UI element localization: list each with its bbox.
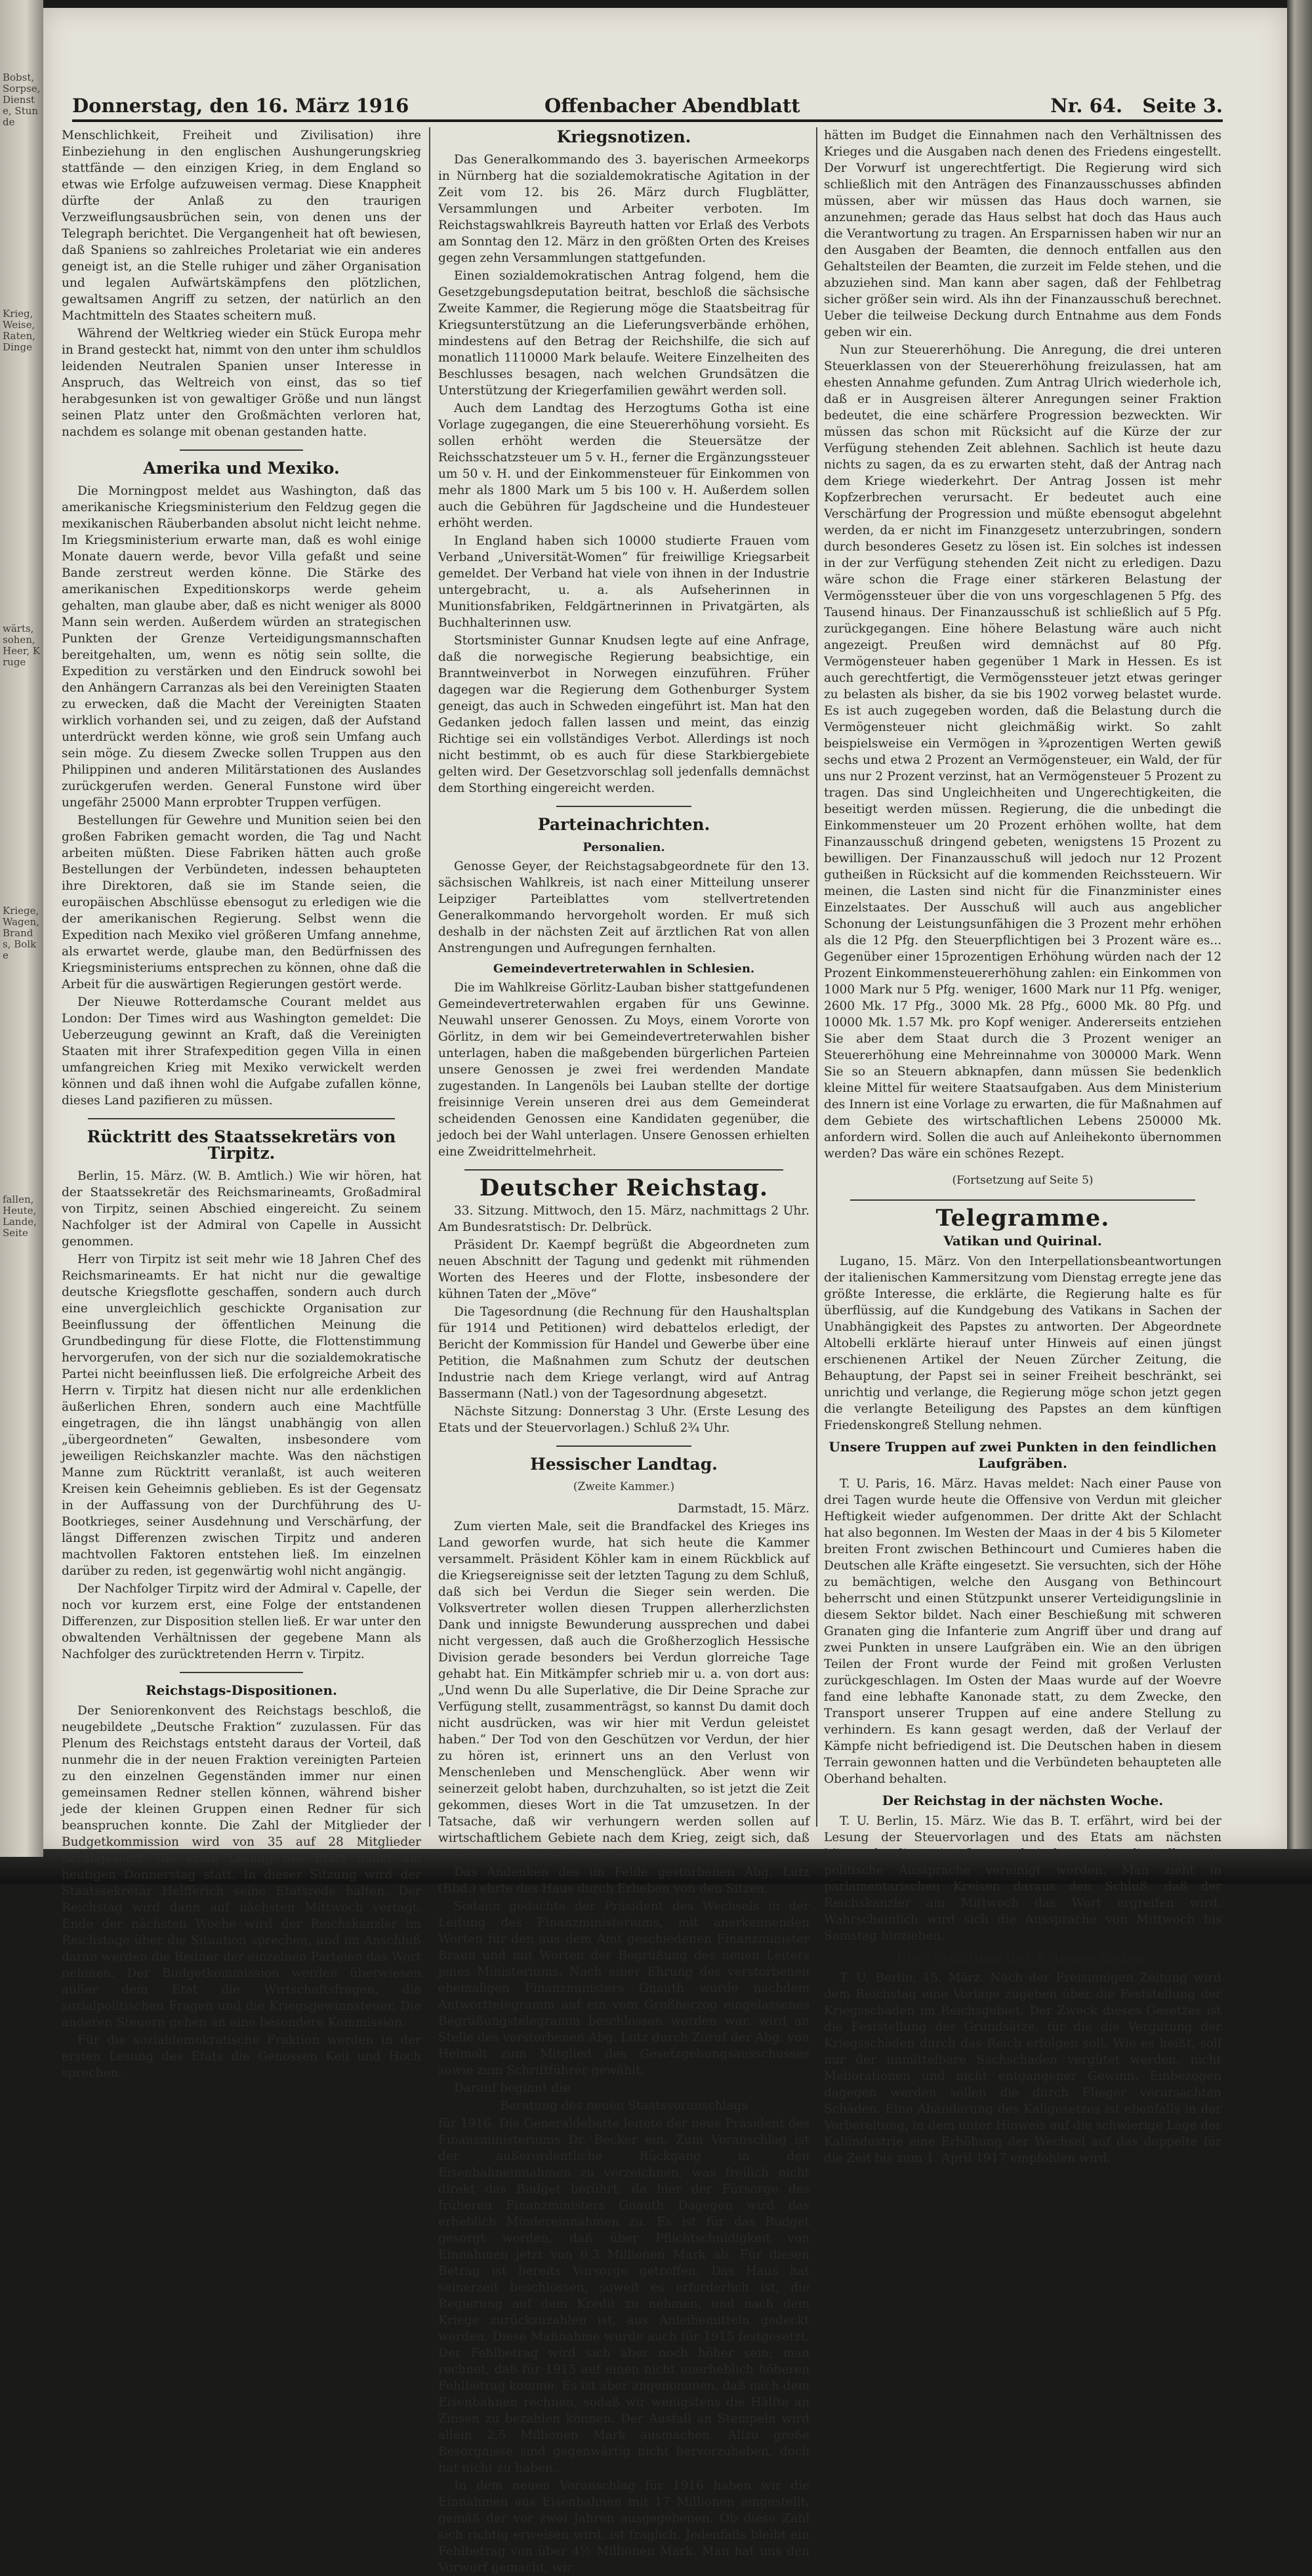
previous-page-text: fallen, Heute, Lande, Seite [3, 1194, 37, 1239]
headline-telegramme: Telegramme. [935, 1205, 1110, 1232]
headline-reichstags-dispositionen: Reichstags-Dispositionen. [146, 1682, 337, 1698]
article-paragraph: Die Tagesordnung (die Rechnung für den Haushaltsplan für 1914 und Petitionen) wird debattelos erledigt, der Bericht der Kommission für Handel und Gewerbe über eine Petition, die Maßnahmen zum Schutz der deutschen Industrie nach dem Kriege verlangt, wird auf Antrag Bassermann (Natl.) von der Tagesordnung abgesetzt. [438, 1305, 810, 1401]
article-paragraph: T. U. Berlin, 15. März. Nach der Freisinnigen Zeitung wird dem Reichstag eine Vorlage zugehen über die Feststellung der Kriegsschäden im Reichsgebiet. Der Zweck dieses Gesetzes ist die Feststellung der Grundsätze, für die die Vergütung der Kriegsschäden durch das Reich erfolgen soll. Wie es heißt, soll nur der unmittelbare Sachschaden vergütet werden, nicht Meliorationen und nicht entgangener Gewinn. Einbezogen dagegen werden sollen die durch Flieger verursachten Schäden. Eine Abänderung des Kaligesetzes ist ebenfalls in der Vorbereitung, in dem unter Hinweis auf die schwierige Lage der Kaliindustrie eine Erhöhung der Wechsel auf das doppelte für die Zeit bis zum 1. April 1917 empfohlen wird. [824, 1971, 1221, 2165]
article-paragraph: Lugano, 15. März. Von den Interpellationsbeantwortungen der italienischen Kammersitzung vom Dienstag erregte jene das größte Interesse, die erklärte, die Regierung halte es für überflüssig, auf die Kundgebung des Vatikans in Sachen der Unabhängigkeit des Papstes zu antworten. Der Abgeordnete Altobelli erklärte hierauf unter Hinweis auf einen jüngst erschienenen Artikel der Neuen Zürcher Zeitung, die Behauptung, der Papst sei in seiner Freiheit beschränkt, sei unrichtig und verlange, die Regierung möge schon jetzt gegen die verlangte Beteiligung des Papstes an dem künftigen Friedenskongreß Stellung nehmen. [824, 1255, 1221, 1432]
article-paragraph: Während der Weltkrieg wieder ein Stück Europa mehr in Brand gesteckt hat, nimmt von den unter ihm schuldlos leidenden Neutralen Spanien unser Interesse in Anspruch, das Weltreich von einst, das so tief herabgesunken ist von gewaltiger Größe und nun längst seinen Platz unter den Großmächten verloren hat, nachdem es solange mit obenan gestanden hatte. [62, 327, 421, 439]
article-paragraph: T. U. Paris, 16. März. Havas meldet: Nach einer Pause von drei Tagen wurde heute die Offensive von Verdun mit gleicher Heftigkeit wieder aufgenommen. Der dritte Akt der Schlacht hat also begonnen. Im Westen der Maas in der 4 bis 5 Kilometer breiten Front zwischen Bethincourt und Cumieres haben die Deutschen alle Kräfte eingesetzt. Sie versuchten, sich der Höhe zu bemächtigen, welche den Ausgang von Bethincourt beherrscht und einen Stützpunkt unserer Verteidigungslinie in diesem Sektor bildet. Nach einer Beschießung mit schweren Granaten ging die Infanterie zum Angriff über und drang auf zwei Punkten in unsere Laufgräben ein. Wie an den übrigen Teilen der Front wurde der Feind mit großen Verlusten zurückgeschlagen. Im Osten der Maas wurde auf der Woevre fand eine lebhafte Kanonade statt, zu dem Zwecke, den Transport unserer Truppen auf eine andere Stellung zu verhindern. Es kann gesagt werden, daß der Verlauf der Kämpfe nicht befriedigend ist. Die Deutschen haben in diesem Terrain gewonnen hatten und die Verbündeten behaupteten alle Oberhand behalten. [824, 1477, 1221, 1786]
article-paragraph: Genosse Geyer, der Reichstagsabgeordnete für den 13. sächsischen Wahlkreis, ist nach einer Mitteilung unserer Leipziger Parteiblattes vom stellvertretenden Generalkommando hervorgeholt worden. Er muß sich deshalb in der nächsten Zeit auf ärztlichen Rat von allen Anstrengungen und Aufregungen fernhalten. [438, 860, 810, 955]
newspaper-title: Offenbacher Abendblatt [544, 94, 800, 117]
article-paragraph: Bestellungen für Gewehre und Munition seien bei den großen Fabriken gemacht worden, die Tag und Nacht arbeiten müßten. Diese Fabriken hätten auch große Bestellungen der Verbündeten, indessen behaupteten ihre Direktoren, daß sie im Stande seien, die europäischen Abschlüsse ebensogut zu erledigen wie die der amerikanischen Regierung. Selbst wenn die Expedition nach Mexiko viel größeren Umfang annehme, als erwartet werde, glaube man, den Bedürfnissen des Kriegsministeriums entsprechen zu können, ohne daß die Arbeit für die auswärtigen Regierungen gestört werde. [62, 814, 421, 991]
page-number: Seite 3. [1142, 94, 1223, 117]
headline-unsere-truppen: Unsere Truppen auf zwei Punkten in den feindlichen Laufgräben. [829, 1439, 1217, 1471]
column-divider [816, 127, 817, 1827]
previous-page-edge [0, 0, 43, 1857]
section-rule [850, 1199, 1195, 1201]
article-paragraph: Stortsminister Gunnar Knudsen legte auf eine Anfrage, daß die norwegische Regierung beabsichtige, ein Branntweinverbot in Norwegen einzuführen. Früher dagegen war die Regierung dem Gothenburger System geneigt, das auch in Schweden eingeführt ist. Man hat den Gedanken jedoch fallen lassen und meint, das einzig Richtige sei ein vollständiges Verbot. Allerdings ist noch nicht bestimmt, ob es auch für diese Starkbiergebiete gelten wird. Der Gesetzvorschlag soll jedenfalls demnächst dem Storthing eingereicht werden. [438, 634, 810, 795]
article-paragraph: 33. Sitzung. Mittwoch, den 15. März, nachmittags 2 Uhr. Am Bundesratstisch: Dr. Delbrück. [438, 1204, 810, 1234]
previous-page-text: Bobst, Sorpse, Dienste, Stunde [3, 72, 41, 128]
scan-frame-right [1287, 0, 1312, 1884]
article-paragraph: Das Andenken des im Felde gestorbenen Abg. Lutz (Bbd.) ehrte das Haus durch Erheben von den Sitzen. [438, 1865, 810, 1896]
article-paragraph: Berlin, 15. März. (W. B. Amtlich.) Wie wir hören, hat der Staatssekretär des Reichsmarineamts, Großadmiral von Tirpitz, seinen Abschied eingereicht. Zu seinem Nachfolger ist der Admiral von Capelle in Aussicht genommen. [62, 1169, 421, 1249]
page-header [72, 87, 1223, 121]
section-rule [556, 1445, 691, 1447]
column-right [824, 127, 1221, 2165]
headline-deutscher-reichstag: Deutscher Reichstag. [479, 1174, 769, 1201]
section-rule [180, 449, 303, 451]
article-paragraph: Darauf beginnt die [454, 2081, 570, 2095]
article-paragraph: Das Generalkommando des 3. bayerischen Armeekorps in Nürnberg hat die sozialdemokratische Agitation in der Zeit vom 12. bis 26. März durch Flugblätter, Versammlungen und Arbeiter verboten. Im Reichstagswahlkreis Bayreuth hatten vor Erlaß des Verbots am Sonntag den 12. März in den größten Orten des Kreises gegen zehn Versammlungen stattgefunden. [438, 153, 810, 265]
article-paragraph: Der Nieuwe Rotterdamsche Courant meldet aus London: Der Times wird aus Washington gemeldet: Die Ueberzeugung gewinnt an Kraft, daß die Vereinigten Staaten mit ihrer Strafexpedition gegen Villa in einen umfangreichen Krieg mit Mexiko verwickelt werden können und daß ihnen wohl die Aufgabe zufallen könne, dieses Land pazifieren zu müssen. [62, 995, 421, 1108]
article-paragraph: für 1916. Die Generaldebatte leitete der neue Präsident des Finanzministeriums Dr. Becker ein. Zum Voranschlag ist der außerordentliche Rückgang in den Eisenbahneinnahmen zu verzeichnen, was freilich nicht direkt das Budget berührt, da hier der Fürsorge des früheren Finanzministers Gnauth Dagegen wird das erheblich Mindereinnahmen zu. Es ist für das Budget gesorgt worden, daß über Pflichtschuldigkeit von Einnahmen jetzt von 6,3 Millionen Mark ab. Für diesen Betrag ist bereits Vorsorge getroffen. Das Haus hat seinerzeit beschlossen, soweit es erforderlich ist, die Regierung auf dem Kredit zu nehmen, und nach dem Kriege zurückzuzahlen ist, aus Anleihemitteln gedeckt werden. Diese Maßnahme wurde auch für 1915 festgesetzt. Der Fehlbetrag wird sich aber noch höher sein; man rechnet, daß für 1915 auf einen nicht unerheblich höheren Fehlbetrag komme. Es ist aber angenommen, daß nach dem Eisenbahnen rechnen, sodaß wir wenigstens die Hälfte an Zinsen zu bezahlen können. Der Ausfall an Stempeln wird allein 2,5 Millionen Mark ausmachen. Allzu große Besorgnisse sind gegenwärtig nicht hervorzuheben, doch hat nicht zu haben. [438, 2117, 810, 2475]
article-paragraph: Auch dem Landtag des Herzogtums Gotha ist eine Vorlage zugegangen, die eine Steuererhöhung vorsieht. Es sollen erhöht werden die Steuersätze der Reichsschatzsteuer um 5 v. H., ferner die Ergänzungssteuer um 50 v. H. und der Einkommensteuer für Einkommen von mehr als 1800 Mark um 5 bis 100 v. H. Außerdem sollen auch die Gebühren für Jagdscheine und die Hundesteuer erhöht werden. [438, 402, 810, 530]
subheading-gemeindevertreterwahlen: Gemeindevertreterwahlen in Schlesien. [493, 962, 755, 976]
dateline: Darmstadt, 15. März. [678, 1502, 810, 1516]
headline-kriegsnotizen: Kriegsnotizen. [556, 127, 691, 146]
article-paragraph: Präsident Dr. Kaempf begrüßt die Abgeordneten zum neuen Abschnitt der Tagung und gedenkt mit rühmenden Worten des Heeres und der Flotte, insbesondere der kühnen Taten der „Möve“ [438, 1238, 810, 1301]
article-paragraph: Der Seniorenkonvent des Reichstags beschloß, die neugebildete „Deutsche Fraktion“ zuzulassen. Für das Plenum des Reichstags entsteht daraus der Vorteil, daß nunmehr die in der neuen Fraktion vereinigten Parteien zu den einzelnen Gegenständen immer nur einen gemeinsamen Redner stellen können, während bisher jede der kleinen Gruppen einen Redner für sich beanspruchen konnte. Die Zahl der Mitglieder der Budgetkommission wird von 35 auf 28 Mitglieder herabgesetzt. Die erste Lesung des Etats findet am heutigen Donnerstag statt. In dieser Sitzung wird der Staatssekretär Helfferich seine Etatsrede halten. Der Reichstag wird dann auf nächsten Mittwoch vertagt. Ende der nächsten Woche wird der Reichskanzler im Reichstage über die Situation sprechen, und im Anschluß daran werden die Redner der einzelnen Parteien das Wort nehmen. Der Budgetkommission werden überwiesen außer dem Etat die Wirtschaftsfragen, die sozialpolitischen Fragen und die Kriegsgewinnsteuer. Die anderen Steuern gehen an eine besondere Kommission. [62, 1704, 421, 2029]
article-paragraph: T. U. Berlin, 15. März. Wie das B. T. erfährt, wird bei der Lesung der Steuervorlagen und des Etats am nächsten Mittwoch die rein finanztechnische sowie die allgemein politische Aussprache vereinigt werden. Man zieht in parlamentarischen Kreisen daraus den Schluß, daß der Reichskanzler am Mittwoch das Wort ergreifen wird. Wahrscheinlich wird sich die Aussprache von Mittwoch bis Samstag hinziehen. [824, 1814, 1221, 1943]
article-paragraph: Für die sozialdemokratische Fraktion werden in der ersten Lesung des Etats die Genossen Keil und Hoch sprechen. [62, 2033, 421, 2080]
headline-reichstag-woche: Der Reichstag in der nächsten Woche. [882, 1793, 1164, 1808]
previous-page-text: Krieg, Weise, Raten, Dinge [3, 308, 35, 353]
article-paragraph: Zum vierten Male, seit die Brandfackel des Krieges ins Land geworfen wurde, hat sich heute die Kammer versammelt. Präsident Köhler kam in einem Rückblick auf die Kriegsereignisse seit der letzten Tagung zu dem Schluß, daß sich bei Verdun die Sieger sein werden. Die Volksvertreter wollen diesen Truppen allerherzlichsten Dank und innigste Bewunderung aussprechen und dabei nicht vergessen, daß auch die Großherzoglich Hessische Division gerade besonders bei Verdun glorreiche Tage gehabt hat. Ein Mitkämpfer schrieb mir u. a. von dort aus: „Und wenn Du alle Superlative, die Dir Deine Sprache zur Verfügung stellt, zusammenträgst, so kannst Du damit doch nicht ausdrücken, was wir hier mit Verdun geleistet haben.“ Der Tod von den Geschützen vor Verdun, der hier zu hören ist, erinnert uns an den Verlust von Menschenleben und Menschenglück. Aber wenn wir seinerzeit gelobt haben, durchzuhalten, so ist jetzt die Zeit gekommen, dieses Wort in die Tat umzusetzen. In der Tatsache, daß wir verhungern werden sollen auf wirtschaftlichem Gebiete nach dem Krieg, zeigt sich, daß unsere Feinde diesen Krieg selbst als verloren ansehen. [438, 1520, 810, 1861]
subheading-zweite-kammer: (Zweite Kammer.) [573, 1480, 675, 1493]
section-rule [88, 1118, 395, 1119]
subheading-personalien: Personalien. [583, 841, 665, 854]
column-middle [438, 127, 810, 2575]
column-divider [429, 127, 430, 1827]
headline-hessischer-landtag: Hessischer Landtag. [530, 1455, 718, 1474]
column-left [62, 127, 421, 2080]
article-paragraph: hätten im Budget die Einnahmen nach den Verhältnissen des Krieges und die Ausgaben nach denen des Friedens eingestellt. Der Vorwurf ist ungerechtfertigt. Die Regierung wird sich schließlich mit den Anträgen des Finanzausschusses abfinden müssen, aber wir müssen das Haus doch warnen, sie anzunehmen; gerade das Haus selbst hat doch das Haus auch die Verantwortung zu tragen. An Ersparnissen haben wir nur an den Ausgaben der Beamten, die dennoch entfallen aus den Gehaltsteilen der Beamten, die zurzeit im Felde stehen, und die abzuziehen sind. Man kann aber sagen, daß der Fehlbetrag sicher größer sein wird. Als ihn der Finanzausschuß berechnet. Ueber die teilweise Deckung durch Entnahme aus dem Fonds geben wir ein. [824, 129, 1221, 339]
article-paragraph: In England haben sich 10000 studierte Frauen vom Verband „Universität-Women“ für freiwillige Kriegsarbeit gemeldet. Der Verband hat viele von ihnen in der Industrie untergebracht, u. a. als Aufseherinnen in Munitionsfabriken, Feldgärtnerinnen in Privatgärten, als Buchhalterinnen usw. [438, 534, 810, 630]
article-paragraph: Der Nachfolger Tirpitz wird der Admiral v. Capelle, der noch vor kurzem erst, eine Folge der entstandenen Differenzen, zur Disposition stellen ließ. Er war unter den obwaltenden Verhältnissen der gegebene Mann als Nachfolger des zurücktretenden Herrn v. Tirpitz. [62, 1582, 421, 1661]
article-paragraph: Einen sozialdemokratischen Antrag folgend, hem die Gesetzgebungsdeputation beitrat, beschloß die sächsische Zweite Kammer, die Regierung möge die Staatsbeitrag für Kriegsunterstützung an die Lieferungsverbände erhöhen, mindestens auf den Betrag der Reichshilfe, die sich auf monatlich 1110000 Mark belaufe. Weitere Einzelheiten des Beschlusses besagen, nach welchen Grundsätzen die Unterstützung der Kriegerfamilien gewährt werden soll. [438, 269, 810, 398]
article-paragraph: Sodann gedachte der Präsident des Wechsels in der Leitung des Finanzministeriums, mit anerkennenden Worten für den aus dem Amt geschiedenen Finanzminister Braun und mit Worten der Begrüßung des neuen Leiters jenes Ministeriums. Nach einer Ehrung des verstorbenen ehemaligen Finanzministers Gnauth wurde nachdem Antworttelegramm auf ein vom Großherzog eingelassenes Begrüßungstelegramm beschlossen worden war, wird an Stelle des verstorbenen Abg. Lutz durch Zuruf der Abg. von Helmolt zum Mitglied des Gesetzgebungsausschusses sowie zum Schriftführer gewählt. [438, 1900, 810, 2077]
header-rule [72, 119, 1223, 122]
article-paragraph: Nächste Sitzung: Donnerstag 3 Uhr. (Erste Lesung des Etats und der Steuervorlagen.) Schluß 2¾ Uhr. [438, 1405, 810, 1435]
headline-parteinachrichten: Parteinachrichten. [537, 815, 710, 834]
section-rule [464, 1169, 783, 1171]
headline-tirpitz: Rücktritt des Staatssekretärs von Tirpitz. [87, 1127, 396, 1163]
issue-number: Nr. 64. [1050, 94, 1123, 117]
issue-date: Donnerstag, den 16. März 1916 [72, 94, 409, 117]
headline-kriegsschaeden: Die Vergütung der Kriegsschäden. [895, 1949, 1150, 1965]
previous-page-text: Kriege, Wagen, Brands, Bolke [3, 905, 39, 961]
article-subheading: Beratung des neuen Staatsvoranschlags [500, 2099, 748, 2113]
article-paragraph: Nun zur Steuererhöhung. Die Anregung, die drei unteren Steuerklassen von der Steuererhöhung freizulassen, hat am ehesten Annahme gefunden. Zum Antrag Ulrich wiederhole ich, daß er in Ausgreisen älterer Anregungen seiner Fraktion bedeutet, die eine schärfere Progression bezweckten. Wir müssen das schon mit Rücksicht auf die Kürze der zur Verfügung stehenden Zeit ablehnen. Sachlich ist heute dazu nichts zu sagen, da es zu erwarten steht, daß der Antrag nach dem Kriege wiederkehrt. Der Antrag Jossen ist mehr Kopfzerbrechen verursacht. Er bedeutet auch eine Verschärfung der Progression und müßte ebensogut abgelehnt werden, da er nicht im Finanzgesetz unterzubringen, sondern durch besonderes Gesetz zu lösen ist. Ein solches ist indessen in der zur Verfügung stehenden Zeit nicht zu erledigen. Dazu wäre schon die Frage einer stärkeren Belastung der Vermögenssteuer über die von uns vorgeschlagenen 5 Pfg. des Tausend hinaus. Der Finanzausschuß ist schließlich auf 5 Pfg. zurückgegangen. Eine höhere Belastung wäre auch nicht angezeigt. Preußen wird demnächst auf 80 Pfg. Vermögensteuer haben gegenüber 1 Mark in Hessen. Es ist auch gerechtfertigt, die Vermögenssteuer jetzt etwas geringer zu belasten als bisher, da sie bis 1902 vorweg belastet wurde. Es ist auch zugegeben worden, daß die Belastung durch die Vermögensteuer nicht gleichmäßig wirkt. So zahlt beispielsweise ein Vermögen in ¾prozentigen Werten gewiß sechs und etwa 2 Prozent an Vermögensteuer, ein Wald, der für uns nur 2 Prozent verzinst, hat an Vermögensteuer 5 Prozent zu tragen. Das sind Ungleichheiten und Ungerechtigkeiten, die beseitigt werden müssen. Regierung, die die unbedingt die Einkommensteuer um 20 Prozent erhöhen wollte, hat dem Finanzausschuß dringend gebeten, wenigstens 15 Prozent zu bewilligen. Der Finanzausschuß will jedoch nur 12 Prozent gutheißen in Rücksicht auf die kommenden Reichssteuern. Wir meinen, die Lasten sind nicht für die Finanzminister eines Einzelstaates. Der Ausschuß will auch aus angeblicher Schonung der Leistungsunfähigen die 3 Prozent mehr erhöhen als die 12 Pfg. den Steuerpflichtigen bei 3 Prozent wäre es... Gegenüber einer 15prozentigen Erhöhung würden nach der 12 Prozent Einkommensteuererhöhung zahlen: ein Einkommen von 1000 Mark nur 5 Pfg. weniger, 1600 Mark nur 11 Pfg. weniger, 2600 Mk. 17 Pfg., 3000 Mk. 28 Pfg., 6000 Mk. 80 Pfg. und 10000 Mk. 1.57 Mk. pro Kopf weniger. Andererseits entziehen Sie aber dem Staat durch die 3 Prozent weniger an Steuererhöhung eine Mehreinnahme von 300000 Mark. Wenn Sie so an Steuern abknapfen, dann müssen Sie bedenklich kleine Mittel für weitere Staatsaufgaben. Aus dem Ministerium des Innern ist eine Vorlage zu erwarten, die für Maßnahmen auf dem Gebiete des wirtschaftlichen Lebens 250000 Mk. anfordern wird. Sollen die auch auf Anleihekonto übernommen werden? Das wäre ein schönes Rezept. [824, 343, 1221, 1161]
headline-vatikan-quirinal: Vatikan und Quirinal. [943, 1233, 1102, 1249]
article-paragraph: In dem neuen Voranschlag für 1916 haben wir die Einnahmen aus Eisenbahnen mit 17 Millionen eingestellt, gemäß der vor zwei Jahren ausgegebenen. Ob diese Zahl sich richtig erweisen wird, ist fraglich. Jedenfalls bleibt ein Fehlbetrag von über 4½ Millionen Mark. Man hat uns den Vorwurf gemacht, wir [438, 2479, 810, 2575]
headline-amerika-mexiko: Amerika und Mexiko. [143, 459, 340, 478]
previous-page-text: wärts, sohen, Heer, Kruge [3, 623, 41, 668]
section-rule [180, 1672, 303, 1673]
article-paragraph: Menschlichkeit, Freiheit und Zivilisation) ihre Einbeziehung in den englischen Aushungerungskrieg stattfände — den einzigen Krieg, in dem England so etwas wie Erfolge aufzuweisen vermag. Diese Knappheit dürfte der Anlaß zu den traurigen Verzweiflungsausbrüchen sein, von denen uns der Telegraph berichtet. Die Vergangenheit hat oft bewiesen, daß Spaniens so zahlreiches Proletariat wie ein anderes geneigt ist, an die Stelle ruhiger und zäher Organisation und legalen Aufwärtskämpfens den plötzlichen, gewaltsamen Angriff zu setzen, der natürlich an den Machtmitteln des Staates scheitern muß. [62, 129, 421, 323]
article-paragraph: Die Morningpost meldet aus Washington, daß das amerikanische Kriegsministerium den Feldzug gegen die mexikanischen Räuberbanden absolut nicht leicht nehme. Im Kriegsministerium erwarte man, daß es wohl einige Monate dauern werde, bevor Villa gefaßt und seine Bande zerstreut werden könne. Die Stärke des amerikanischen Expeditionskorps werde geheim gehalten, man glaube aber, daß es nicht weniger als 8000 Mann sein werden. Außerdem würden an strategischen Punkten der Grenze Verteidigungsmannschaften bereitgehalten, um, wenn es nötig sein sollte, die Expedition zu verstärken und den Eindruck sowohl bei den Anhängern Carranzas als bei den Vereinigten Staaten zu erwecken, daß die Macht der Vereinigten Staaten wirklich vorhanden sei, und zu zeigen, daß der Aufstand unterdrückt werden könne, wie groß sein Umfang auch sein möge. Zu diesem Zwecke sollen Truppen aus den Philippinen und anderen Militärstationen des Auslandes zurückgerufen werden. General Funstone wird über ungefähr 25000 Mann erprobter Truppen verfügen. [62, 484, 421, 810]
newspaper-page [43, 8, 1287, 2575]
section-rule [556, 806, 691, 807]
article-paragraph: Die im Wahlkreise Görlitz-Lauban bisher stattgefundenen Gemeindevertreterwahlen ergaben für uns Gewinne. Neuwahl unserer Genossen. Zu Moys, einem Vororte von Görlitz, in dem wir bei Gemeindevertreterwahlen bisher unterlagen, haben die maßgebenden bürgerlichen Parteien unsere Genossen je zwei frei werdenden Mandate zugestanden. In Langenöls bei Lauban stellte der dortige freisinnige Verein unseren drei aus dem Gemeinderat scheidenden Genossen eine Kandidaten gegenüber, die jedoch bei der Wahl unterlagen. Unsere Genossen erhielten eine Zweidrittelmehrheit. [438, 981, 810, 1159]
issue-page [1050, 94, 1223, 117]
continuation-note: (Fortsetzung auf Seite 5) [952, 1174, 1094, 1187]
article-paragraph: Herr von Tirpitz ist seit mehr wie 18 Jahren Chef des Reichsmarineamts. Er hat nicht nur die gewaltige deutsche Kriegsflotte geschaffen, sondern auch durch eine unvergleichlich geschickte Organisation zur Beeinflussung der öffentlichen Meinung die Grundbedingung für diese Flotte, die Flottenstimmung hervorgerufen, von der sich nur die sozialdemokratische Partei nicht beeinflussen ließ. Die erfolgreiche Arbeit des Herrn v. Tirpitz hat diesen nicht nur alle erdenklichen äußerlichen Ehren, sondern auch eine Machtfülle eingetragen, die ihn längst unabhängig von allen „übergeordneten“ Gewalten, insbesondere vom jeweiligen Reichskanzler machte. Was den nächstigen Manne zum Rücktritt veranlaßt, ist auch weiteren Kreisen kein Geheimnis geblieben. Es ist der Gegensatz in der Auffassung von der Durchführung des U-Bootkrieges, seiner Ausdehnung und Verschärfung, der längst Differenzen zwischen Tirpitz und anderen machtvollen Faktoren entstehen ließ. Im einzelnen darüber zu reden, ist gegenwärtig wohl nicht angängig. [62, 1253, 421, 1578]
